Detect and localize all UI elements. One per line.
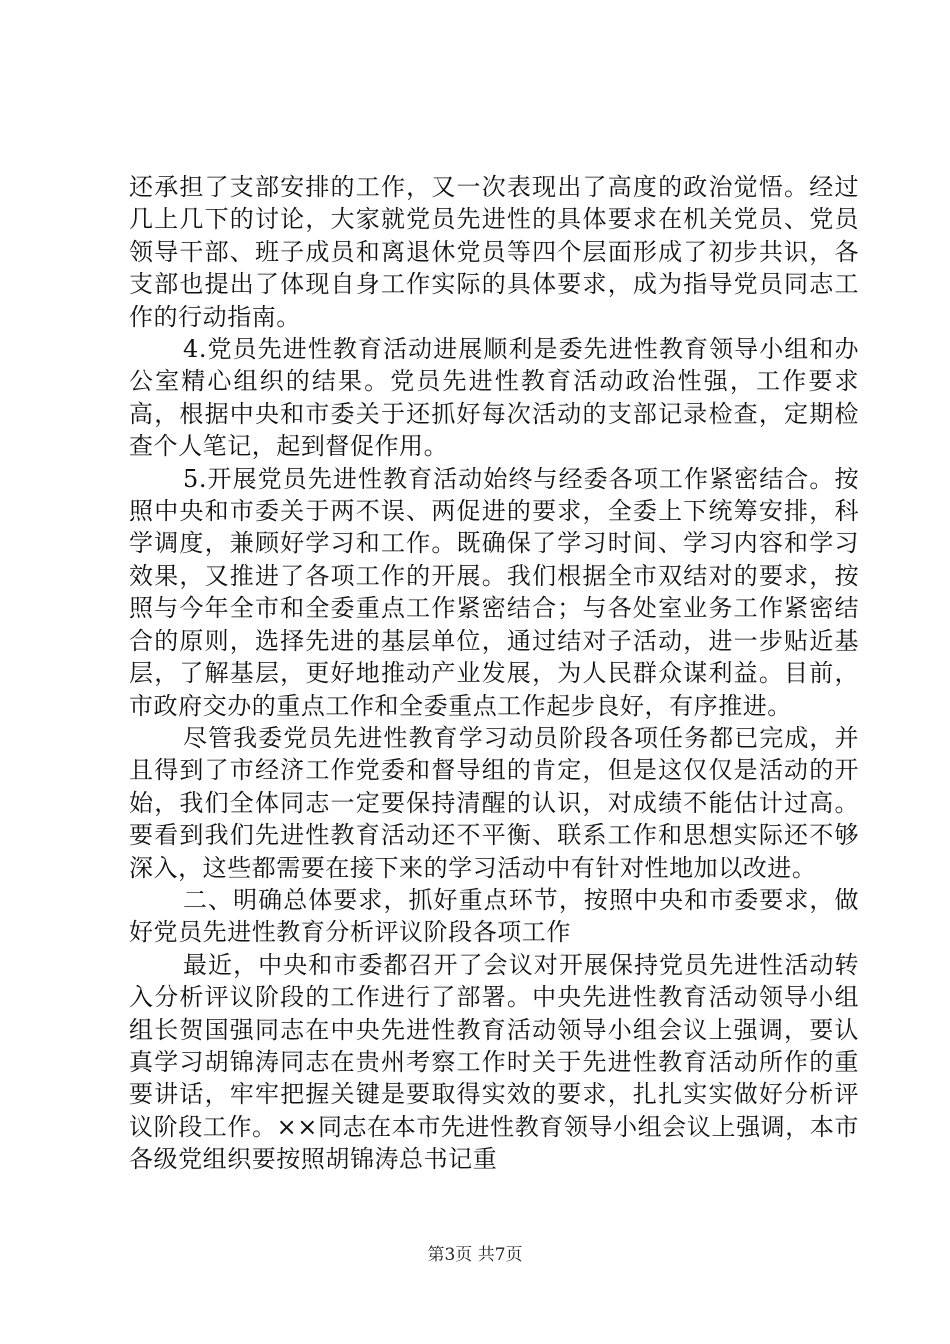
- document-body: [129, 171, 859, 1176]
- paragraph-continuation: 还承担了支部安排的工作，又一次表现出了高度的政治觉悟。经过几上几下的讨论，大家就党员先进性的具体要求在机关党员、党员领导干部、班子成员和离退休党员等四个层面形成了初步共识，各支部也提出了体现自身工作实际的具体要求，成为指导党员同志工作的行动指南。: [129, 173, 859, 331]
- paragraph-item-5: 5.开展党员先进性教育活动始终与经委各项工作紧密结合。按照中央和市委关于两不误、两促进的要求，全委上下统筹安排，科学调度，兼顾好学习和工作。既确保了学习时间、学习内容和学习效果，又推进了各项工作的开展。我们根据全市双结对的要求，按照与今年全市和全委重点工作紧密结合；与各处室业务工作紧密结合的原则，选择先进的基层单位，通过结对子活动，进一步贴近基层，了解基层，更好地推动产业发展，为人民群众谋利益。目前，市政府交办的重点工作和全委重点工作起步良好，有序推进。: [129, 464, 859, 720]
- page-number-footer: 第3页 共7页: [427, 1245, 523, 1265]
- paragraph-recent-meetings: 最近，中央和市委都召开了会议对开展保持党员先进性活动转入分析评议阶段的工作进行了部署。中央先进性教育活动领导小组组长贺国强同志在中央先进性教育活动领导小组会议上强调，要认真学习胡锦涛同志在贵州考察工作时关于先进性教育活动所作的重要讲话，牢牢把握关键是要取得实效的要求，扎扎实实做好分析评议阶段工作。××同志在本市先进性教育领导小组会议上强调，本市各级党组织要按照胡锦涛总书记重: [129, 950, 859, 1174]
- paragraph-summary: 尽管我委党员先进性教育学习动员阶段各项任务都已完成，并且得到了市经济工作党委和督导组的肯定，但是这仅仅是活动的开始，我们全体同志一定要保持清醒的认识，对成绩不能估计过高。要看到我们先进性教育活动还不平衡、联系工作和思想实际还不够深入，这些都需要在接下来的学习活动中有针对性地加以改进。: [129, 723, 859, 882]
- paragraph-item-4: 4.党员先进性教育活动进展顺利是委先进性教育领导小组和办公室精心组织的结果。党员先进性教育活动政治性强，工作要求高，根据中央和市委关于还抓好每次活动的支部记录检查，定期检查个人笔记，起到督促作用。: [129, 335, 859, 461]
- section-heading-two: 二、明确总体要求，抓好重点环节，按照中央和市委要求，做好党员先进性教育分析评议阶段各项工作: [129, 885, 859, 947]
